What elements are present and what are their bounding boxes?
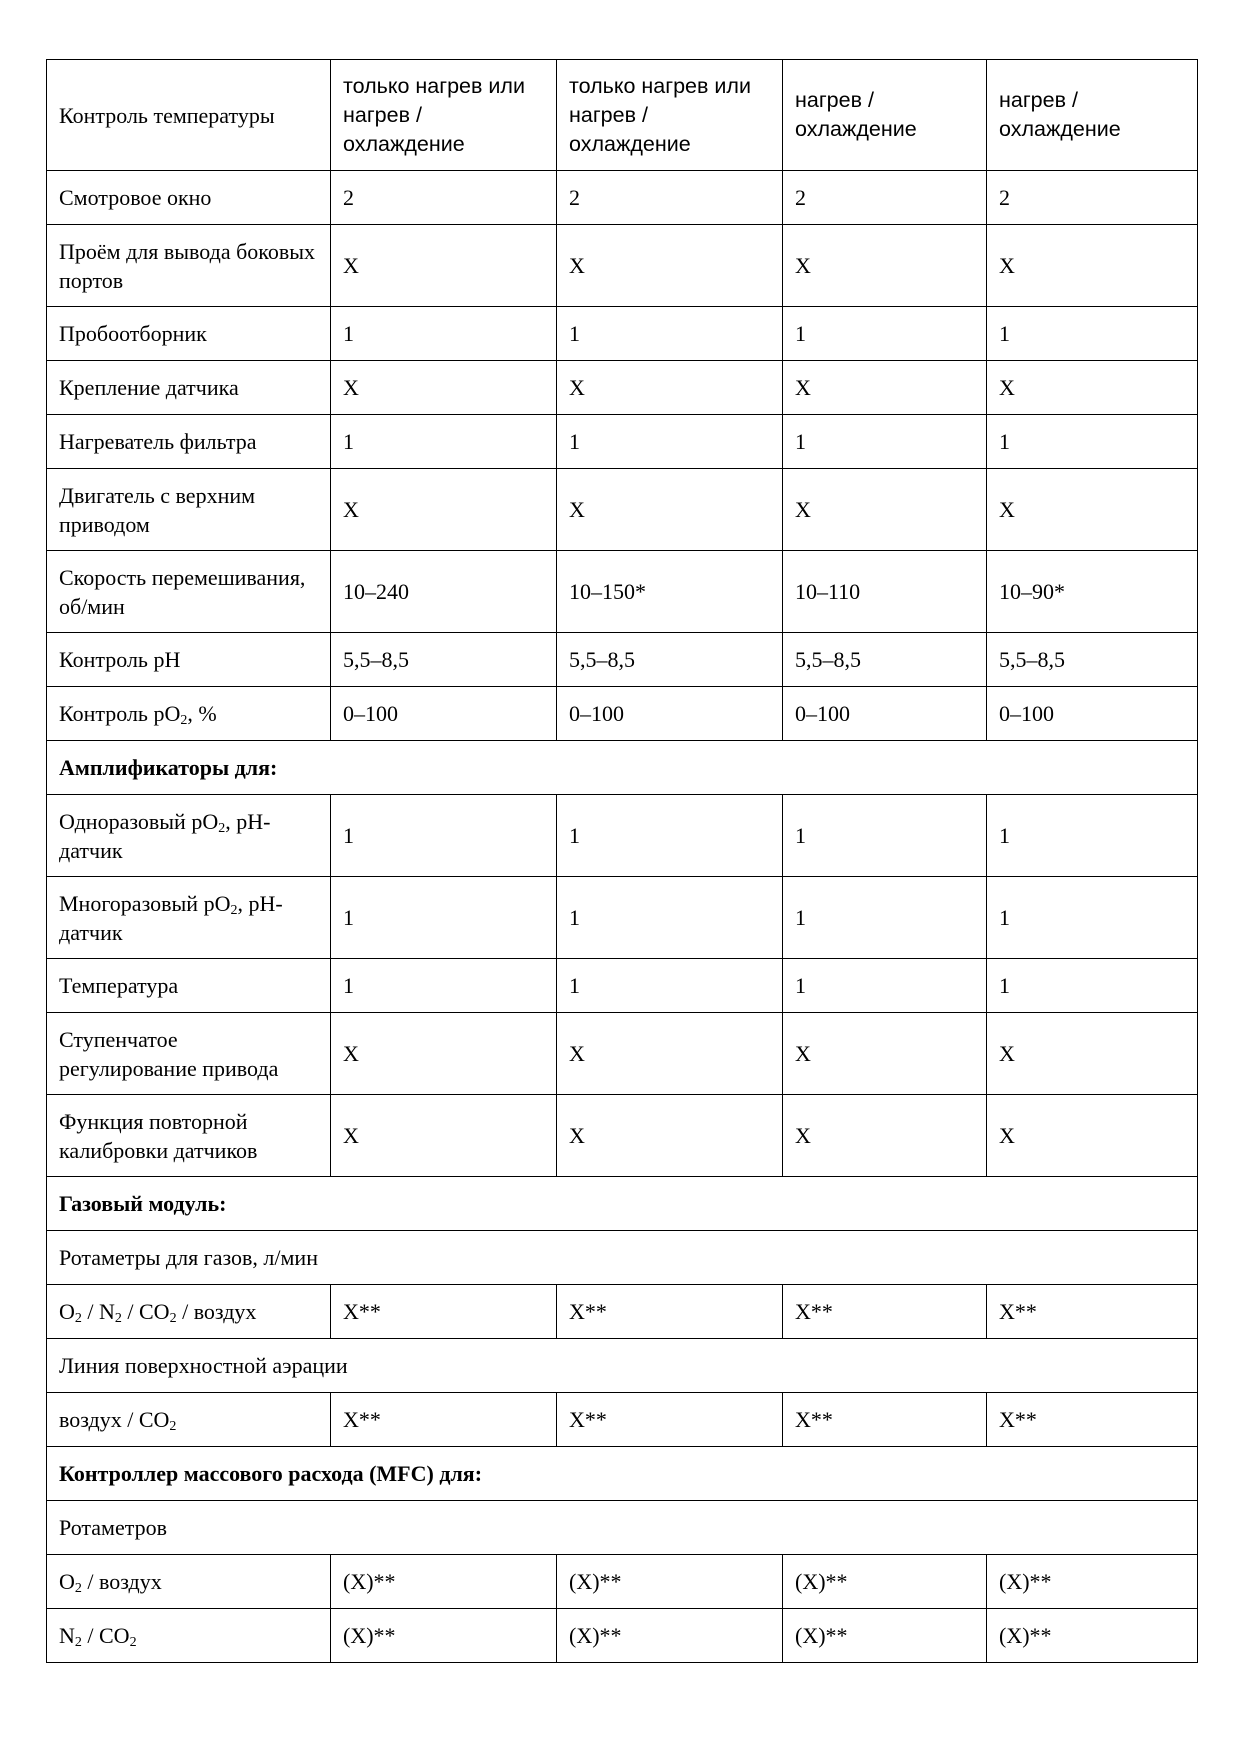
table-row xyxy=(47,361,1198,415)
row-label: Нагреватель фильтра xyxy=(47,415,331,469)
row-label: Контроль температуры xyxy=(47,60,331,171)
cell-value: X xyxy=(987,225,1198,307)
cell-value: 1 xyxy=(557,877,783,959)
table-row xyxy=(47,415,1198,469)
table-row xyxy=(47,633,1198,687)
cell-value: 1 xyxy=(783,415,987,469)
cell-value: 1 xyxy=(557,307,783,361)
row-label: Проём для вывода боковых портов xyxy=(47,225,331,307)
row-label: Смотровое окно xyxy=(47,171,331,225)
cell-value: 1 xyxy=(987,795,1198,877)
section-heading: Газовый модуль: xyxy=(47,1177,1198,1231)
cell-value: 1 xyxy=(331,959,557,1013)
cell-value: 5,5–8,5 xyxy=(557,633,783,687)
cell-value: 0–100 xyxy=(987,687,1198,741)
cell-value: X xyxy=(783,225,987,307)
row-label: воздух / $CO_2$ xyxy=(47,1393,331,1447)
cell-value: X xyxy=(783,361,987,415)
cell-value: X xyxy=(557,469,783,551)
cell-value: 10–110 xyxy=(783,551,987,633)
cell-value: X xyxy=(331,225,557,307)
table-row xyxy=(47,1393,1198,1447)
table-row xyxy=(47,877,1198,959)
table-row xyxy=(47,1609,1198,1663)
cell-value: X xyxy=(987,469,1198,551)
cell-value: X** xyxy=(557,1393,783,1447)
table-row xyxy=(47,795,1198,877)
row-label: Многоразовый $pO_2$, pH-датчик xyxy=(47,877,331,959)
cell-value: X xyxy=(557,361,783,415)
row-label: Ступенчатое регулирование привода xyxy=(47,1013,331,1095)
cell-value: 10–150* xyxy=(557,551,783,633)
cell-value: X** xyxy=(783,1285,987,1339)
cell-value: 2 xyxy=(557,171,783,225)
cell-value: X xyxy=(331,469,557,551)
table-row xyxy=(47,959,1198,1013)
table-row xyxy=(47,1095,1198,1177)
table-row xyxy=(47,1013,1198,1095)
cell-value: только нагрев или нагрев / охлаждение xyxy=(331,60,557,171)
cell-value: X xyxy=(331,361,557,415)
cell-value: 5,5–8,5 xyxy=(783,633,987,687)
row-label: Крепление датчика xyxy=(47,361,331,415)
table-row xyxy=(47,551,1198,633)
cell-value: 1 xyxy=(987,415,1198,469)
cell-value: 1 xyxy=(557,415,783,469)
row-label: Двигатель с верхним приводом xyxy=(47,469,331,551)
cell-value: только нагрев или нагрев / охлаждение xyxy=(557,60,783,171)
section-heading: Амплификаторы для: xyxy=(47,741,1198,795)
cell-value: 1 xyxy=(331,795,557,877)
spec-table-body xyxy=(47,60,1198,1663)
row-label: Температура xyxy=(47,959,331,1013)
cell-value: 5,5–8,5 xyxy=(331,633,557,687)
row-label: Контроль $pO_2$, % xyxy=(47,687,331,741)
table-row xyxy=(47,1555,1198,1609)
cell-value: (X)** xyxy=(987,1609,1198,1663)
section-row xyxy=(47,1501,1198,1555)
cell-value: X** xyxy=(331,1285,557,1339)
cell-value: 1 xyxy=(987,877,1198,959)
section-row xyxy=(47,741,1198,795)
cell-value: 10–90* xyxy=(987,551,1198,633)
cell-value: X xyxy=(331,1013,557,1095)
cell-value: 2 xyxy=(783,171,987,225)
row-label: Функция повторной калибровки датчиков xyxy=(47,1095,331,1177)
cell-value: 1 xyxy=(331,307,557,361)
table-row xyxy=(47,687,1198,741)
row-label: Одноразовый $pO_2$, pH-датчик xyxy=(47,795,331,877)
cell-value: 1 xyxy=(331,415,557,469)
cell-value: 1 xyxy=(783,795,987,877)
cell-value: (X)** xyxy=(557,1555,783,1609)
table-row xyxy=(47,1285,1198,1339)
cell-value: (X)** xyxy=(331,1555,557,1609)
cell-value: X xyxy=(557,1013,783,1095)
section-row xyxy=(47,1447,1198,1501)
row-label: Скорость перемешивания, об/мин xyxy=(47,551,331,633)
cell-value: X** xyxy=(987,1393,1198,1447)
cell-value: 1 xyxy=(987,307,1198,361)
cell-value: X xyxy=(783,469,987,551)
cell-value: 1 xyxy=(783,877,987,959)
cell-value: X xyxy=(557,1095,783,1177)
cell-value: 2 xyxy=(331,171,557,225)
cell-value: 1 xyxy=(783,307,987,361)
cell-value: нагрев / охлаждение xyxy=(783,60,987,171)
section-row xyxy=(47,1339,1198,1393)
cell-value: 1 xyxy=(557,795,783,877)
cell-value: X** xyxy=(783,1393,987,1447)
cell-value: 0–100 xyxy=(557,687,783,741)
cell-value: 1 xyxy=(331,877,557,959)
cell-value: (X)** xyxy=(783,1555,987,1609)
section-heading: Контроллер массового расхода (MFC) для: xyxy=(47,1447,1198,1501)
table-row xyxy=(47,60,1198,171)
section-heading: Ротаметров xyxy=(47,1501,1198,1555)
cell-value: X xyxy=(557,225,783,307)
cell-value: 1 xyxy=(987,959,1198,1013)
cell-value: X xyxy=(987,361,1198,415)
cell-value: 0–100 xyxy=(331,687,557,741)
cell-value: 1 xyxy=(557,959,783,1013)
cell-value: X xyxy=(987,1095,1198,1177)
cell-value: 10–240 xyxy=(331,551,557,633)
document-page xyxy=(46,59,1197,1663)
cell-value: 5,5–8,5 xyxy=(987,633,1198,687)
spec-table xyxy=(46,59,1198,1663)
section-heading: Линия поверхностной аэрации xyxy=(47,1339,1198,1393)
cell-value: 1 xyxy=(783,959,987,1013)
cell-value: X xyxy=(331,1095,557,1177)
row-label: $N_2 / CO_2$ xyxy=(47,1609,331,1663)
section-heading: Ротаметры для газов, л/мин xyxy=(47,1231,1198,1285)
cell-value: 0–100 xyxy=(783,687,987,741)
section-row xyxy=(47,1177,1198,1231)
table-row xyxy=(47,225,1198,307)
cell-value: X xyxy=(783,1013,987,1095)
cell-value: нагрев / охлаждение xyxy=(987,60,1198,171)
table-row xyxy=(47,171,1198,225)
cell-value: (X)** xyxy=(557,1609,783,1663)
row-label: $O_2 / N_2 / CO_2$ / воздух xyxy=(47,1285,331,1339)
table-row xyxy=(47,307,1198,361)
section-row xyxy=(47,1231,1198,1285)
cell-value: (X)** xyxy=(331,1609,557,1663)
table-row xyxy=(47,469,1198,551)
cell-value: (X)** xyxy=(987,1555,1198,1609)
cell-value: (X)** xyxy=(783,1609,987,1663)
row-label: Пробоотборник xyxy=(47,307,331,361)
cell-value: 2 xyxy=(987,171,1198,225)
cell-value: X** xyxy=(987,1285,1198,1339)
cell-value: X** xyxy=(331,1393,557,1447)
row-label: $O_2$ / воздух xyxy=(47,1555,331,1609)
cell-value: X xyxy=(783,1095,987,1177)
cell-value: X** xyxy=(557,1285,783,1339)
cell-value: X xyxy=(987,1013,1198,1095)
row-label: Контроль pH xyxy=(47,633,331,687)
